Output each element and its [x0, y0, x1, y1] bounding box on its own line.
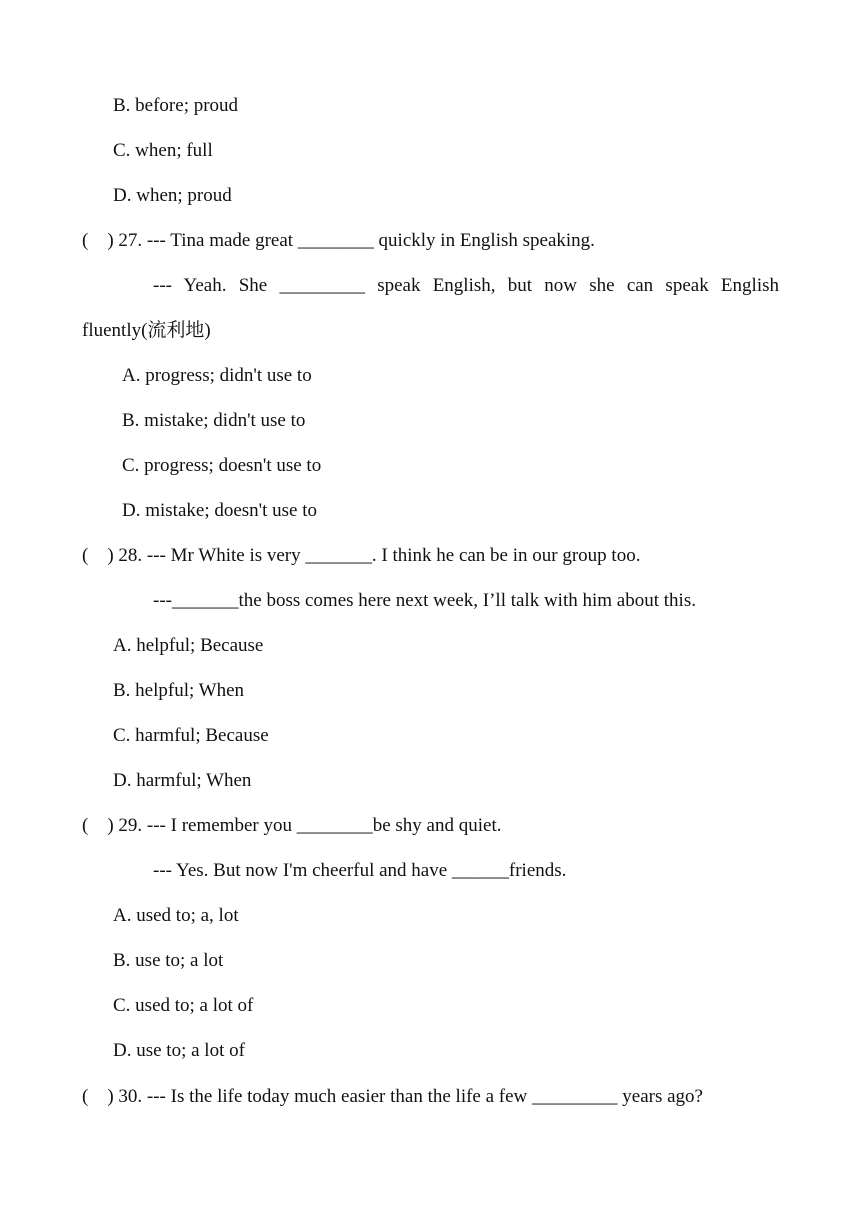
option-a-q29: A. used to; a, lot [113, 905, 239, 926]
option-d-q27: D. mistake; doesn't use to [122, 500, 317, 521]
question-27-reply: --- Yeah. She _________ speak English, but now she can speak English [153, 275, 779, 296]
option-c-q27: C. progress; doesn't use to [122, 455, 322, 476]
question-30: ( ) 30. --- Is the life today much easier than the life a few _________ years ago? [82, 1086, 703, 1107]
option-b-q28: B. helpful; When [113, 680, 245, 701]
option-b-q26: B. before; proud [113, 95, 239, 116]
option-a-q28: A. helpful; Because [113, 635, 264, 656]
option-c-q26: C. when; full [113, 140, 213, 161]
question-28: ( ) 28. --- Mr White is very _______. I think he can be in our group too. [82, 545, 641, 566]
question-29-reply: --- Yes. But now I'm cheerful and have ______friends. [153, 860, 567, 881]
option-c-q29: C. used to; a lot of [113, 995, 254, 1016]
question-28-reply: ---_______the boss comes here next week, I’ll talk with him about this. [153, 590, 696, 611]
option-b-q29: B. use to; a lot [113, 950, 224, 971]
question-27-reply-cont: fluently(流利地) [82, 320, 211, 341]
option-b-q27: B. mistake; didn't use to [122, 410, 306, 431]
option-d-q26: D. when; proud [113, 185, 232, 206]
option-d-q29: D. use to; a lot of [113, 1040, 245, 1061]
question-29: ( ) 29. --- I remember you ________be shy and quiet. [82, 815, 502, 836]
question-27: ( ) 27. --- Tina made great ________ quickly in English speaking. [82, 230, 595, 251]
option-c-q28: C. harmful; Because [113, 725, 269, 746]
option-d-q28: D. harmful; When [113, 770, 252, 791]
option-a-q27: A. progress; didn't use to [122, 365, 312, 386]
